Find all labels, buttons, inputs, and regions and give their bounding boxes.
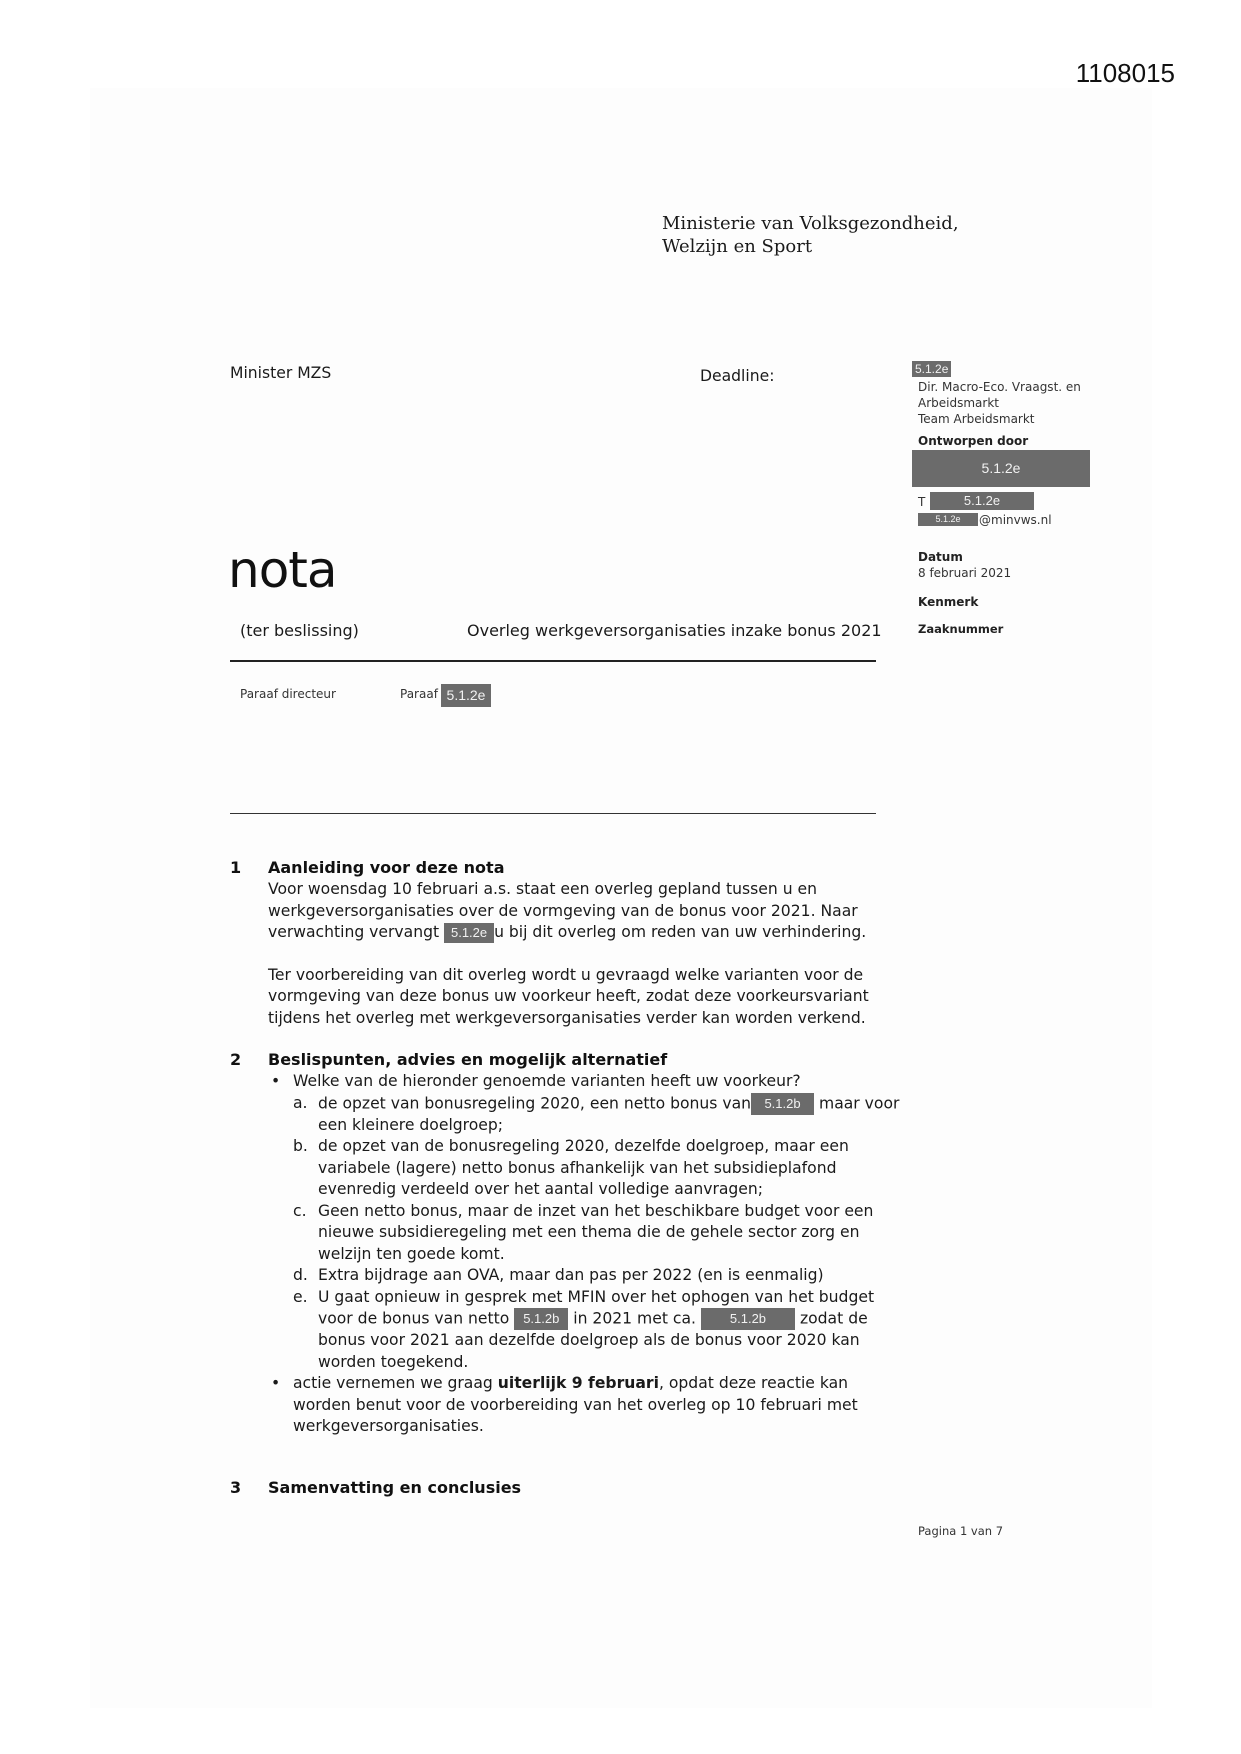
phone-line (912, 494, 1112, 512)
redaction-box: 5.1.2e (441, 684, 491, 707)
section-title: Samenvatting en conclusies (268, 1478, 522, 1497)
section-title: Beslispunten, advies en mogelijk alternatief (268, 1050, 668, 1069)
paraaf-divider (230, 813, 876, 814)
text: U gaat opnieuw in gesprek met MFIN over het ophogen van het budget voor de bonus van netto (318, 1287, 875, 1328)
kenmerk-label: Kenmerk (918, 595, 979, 609)
section-number: 2 (230, 1050, 242, 1069)
list-item (268, 1136, 904, 1201)
bold-text: uiterlijk 9 februari (497, 1374, 659, 1392)
text: de opzet van de bonusregeling 2020, dezelfde doelgroep, maar een variabele (lagere) netto bonus afhankelijk van het subsidieplafond evenredig verdeeld over het aantal volledige aanvragen; (318, 1137, 849, 1198)
zaaknummer-label: Zaaknummer (918, 622, 1004, 636)
redaction-box: 5.1.2e (930, 492, 1034, 510)
section-number: 1 (230, 858, 242, 877)
ministry-line-2: Welzijn en Sport (662, 236, 813, 257)
paraaf-director-label: Paraaf directeur (240, 687, 336, 701)
paragraph: Ter voorbereiding van dit overleg wordt u gevraagd welke varianten voor de vormgeving van deze bonus uw voorkeur heeft, zodat deze voorkeursvariant tijdens het overleg met werkgeversorganisaties verder kan worden verkend. (268, 965, 869, 1027)
department (912, 379, 1112, 427)
redaction-box: 5.1.2b (514, 1308, 568, 1330)
document-number: 1108015 (1075, 58, 1175, 88)
department-line: Team Arbeidsmarkt (918, 412, 1035, 426)
list-item (268, 1071, 904, 1093)
text: actie vernemen we graag (293, 1374, 498, 1392)
date-label: Datum (918, 550, 963, 564)
document-title: nota (228, 541, 337, 599)
department-line: Dir. Macro-Eco. Vraagst. en (918, 380, 1081, 394)
addressee: Minister MZS (230, 364, 332, 382)
document-subject: Overleg werkgeversorganisaties inzake bonus 2021 (467, 621, 882, 640)
department-line: Arbeidsmarkt (918, 396, 999, 410)
text: de opzet van bonusregeling 2020, een netto bonus van (318, 1094, 752, 1112)
text: Welke van de hieronder genoemde varianten heeft uw voorkeur? (293, 1072, 801, 1090)
list-item (268, 1201, 904, 1266)
redaction-box: 5.1.2b (701, 1308, 795, 1330)
title-divider (230, 660, 876, 662)
text: maar voor een kleinere doelgroep; (318, 1094, 900, 1134)
text: Extra bijdrage aan OVA, maar dan pas per 2022 (en is eenmalig) (318, 1266, 824, 1284)
date-value: 8 februari 2021 (918, 566, 1012, 580)
section-title: Aanleiding voor deze nota (268, 858, 505, 877)
section-number: 3 (230, 1478, 242, 1497)
list-marker: b. (293, 1137, 308, 1155)
text: Geen netto bonus, maar de inzet van het beschikbare budget voor een nieuwe subsidieregeling met een thema die de gehele sector zorg en welzijn ten goede komt. (318, 1201, 874, 1263)
deadline-label: Deadline: (700, 367, 775, 385)
ministry-line-1: Ministerie van Volksgezondheid, (662, 213, 959, 234)
text: in 2021 met ca. (573, 1309, 696, 1328)
text: u bij dit overleg om reden van uw verhindering. (494, 923, 867, 941)
email-domain: @minvws.nl (979, 513, 1052, 527)
section-1-body (268, 879, 898, 1029)
list-item (268, 1287, 904, 1374)
list-item (268, 1093, 904, 1137)
bullet: • (271, 1072, 281, 1090)
email-line (912, 512, 1112, 528)
list-marker: d. (293, 1266, 308, 1284)
phone-prefix: T (918, 495, 926, 509)
redaction-box: 5.1.2b (751, 1093, 814, 1115)
list-item (268, 1265, 904, 1287)
redaction-box: 5.1.2e (912, 361, 951, 377)
document-type: (ter beslissing) (240, 621, 359, 640)
designed-by-label: Ontworpen door (918, 434, 1029, 448)
redaction-box: 5.1.2e (444, 923, 494, 943)
section-2-body (268, 1071, 904, 1438)
list-item (268, 1373, 904, 1438)
bullet: • (271, 1374, 281, 1392)
text: zodat de bonus voor 2021 aan dezelfde doelgroep als de bonus voor 2020 kan worden toegekend. (318, 1309, 868, 1371)
paragraph (268, 879, 898, 944)
redaction-box: 5.1.2e (912, 450, 1090, 487)
list-marker: e. (293, 1287, 308, 1306)
list-marker: c. (293, 1201, 307, 1220)
paraaf-label: Paraaf (400, 687, 438, 701)
sidebar (912, 358, 1112, 636)
redaction-box: 5.1.2e (918, 513, 978, 526)
list-marker: a. (293, 1093, 308, 1112)
page-footer: Pagina 1 van 7 (918, 1524, 1004, 1538)
text: , opdat deze reactie kan worden benut voor de voorbereiding van het overleg op 10 februari met werkgeversorganisaties. (293, 1374, 858, 1435)
text: Voor woensdag 10 februari a.s. staat een overleg gepland tussen u en werkgeversorganisaties over de vormgeving van de bonus voor 2021. Naar verwachting vervangt (268, 880, 858, 941)
ministry-logo-text (662, 212, 959, 258)
